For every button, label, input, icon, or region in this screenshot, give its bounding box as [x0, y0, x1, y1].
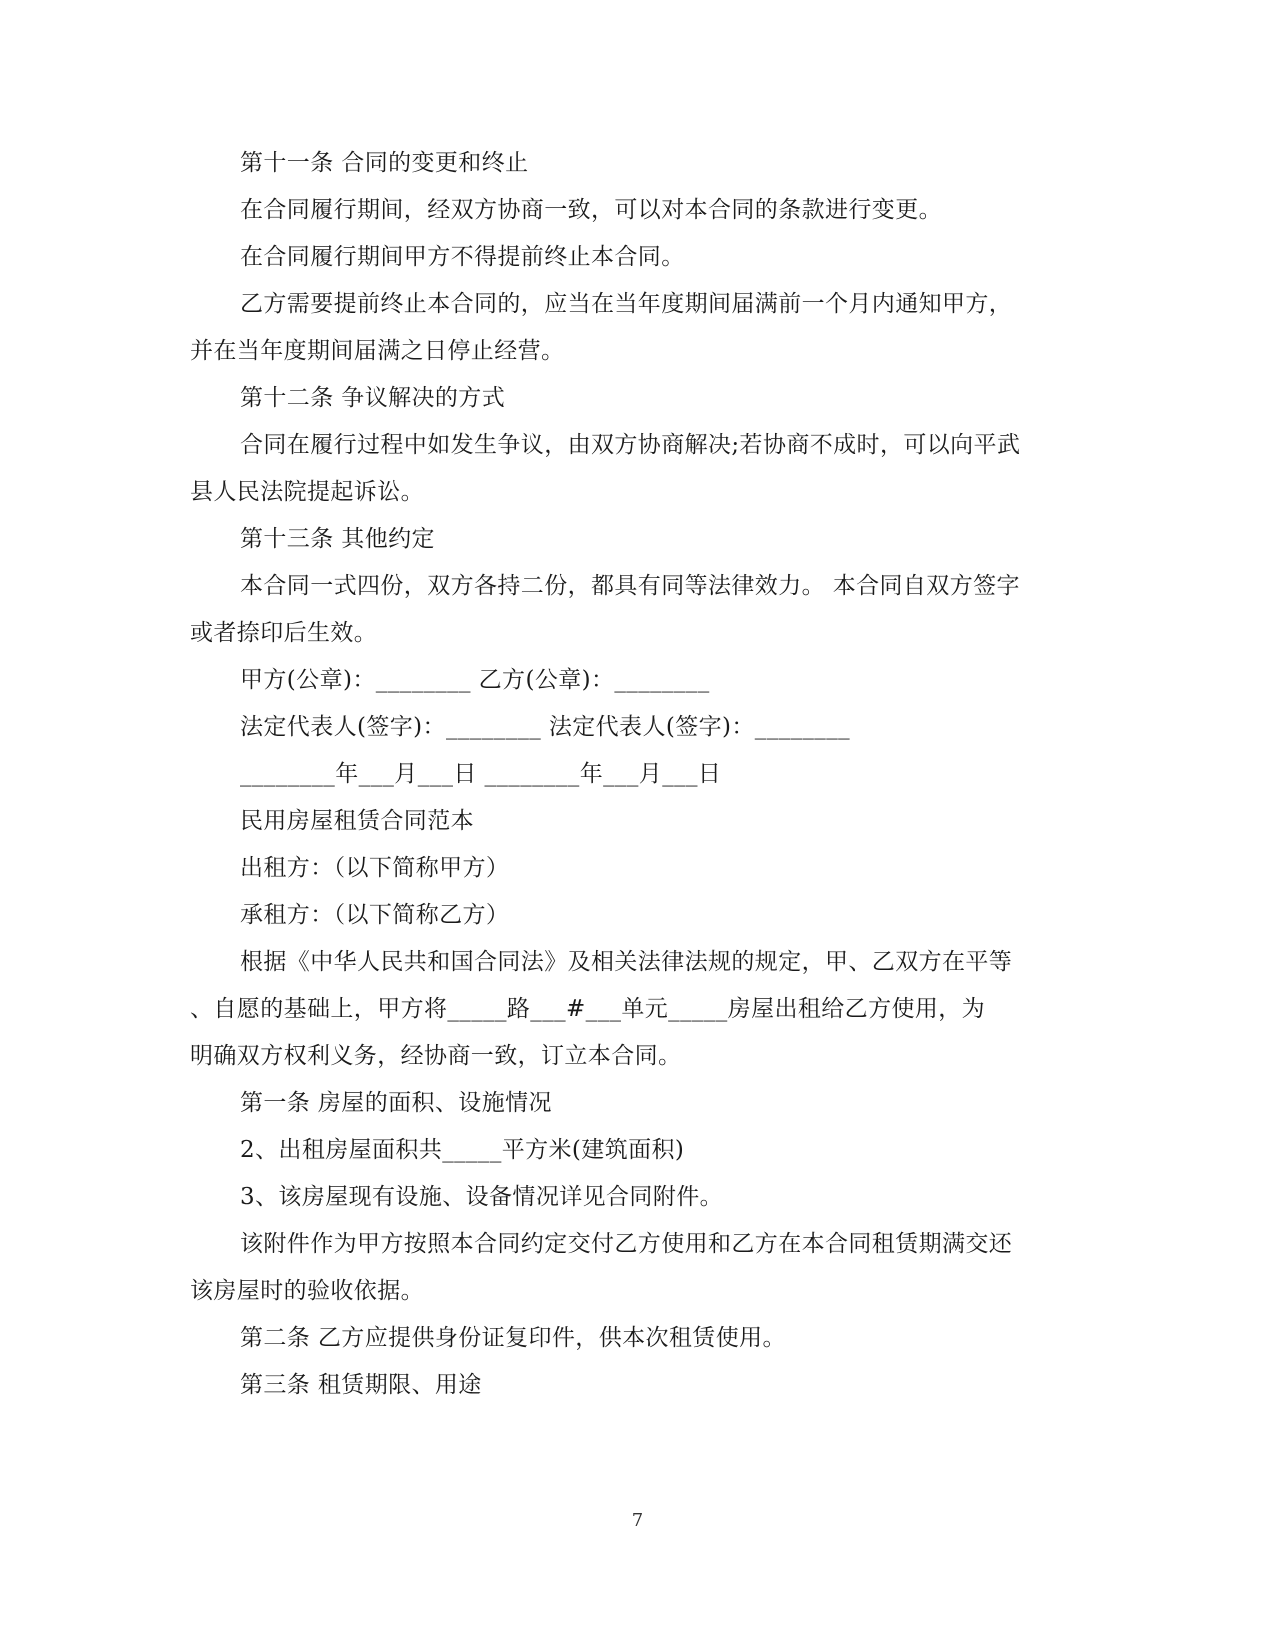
paragraph-continuation: 并在当年度期间届满之日停止经营。 — [190, 338, 565, 364]
paragraph: 乙方需要提前终止本合同的，应当在当年度期间届满前一个月内通知甲方， — [240, 291, 1013, 317]
paragraph: 该附件作为甲方按照本合同约定交付乙方使用和乙方在本合同租赁期满交还 — [240, 1231, 1013, 1257]
article-2-heading: 第二条 乙方应提供身份证复印件，供本次租赁使用。 — [240, 1325, 786, 1351]
seal-signature-line: 甲方(公章)：________ 乙方(公章)：________ — [240, 667, 710, 693]
paragraph-continuation: 县人民法院提起诉讼。 — [190, 479, 424, 505]
paragraph: 合同在履行过程中如发生争议，由双方协商解决;若协商不成时，可以向平武 — [240, 432, 1021, 458]
article-13-heading: 第十三条 其他约定 — [240, 526, 435, 552]
paragraph-continuation: 或者捺印后生效。 — [190, 620, 378, 646]
representative-signature-line: 法定代表人(签字)：________ 法定代表人(签字)：________ — [240, 714, 851, 740]
paragraph-continuation: 该房屋时的验收依据。 — [190, 1278, 424, 1304]
lessor-line: 出租方：（以下简称甲方） — [240, 855, 510, 881]
article-3-heading: 第三条 租赁期限、用途 — [240, 1372, 482, 1398]
list-item: 2、出租房屋面积共_____平方米(建筑面积) — [240, 1137, 685, 1163]
article-11-heading: 第十一条 合同的变更和终止 — [240, 150, 529, 176]
paragraph-continuation: 、自愿的基础上，甲方将_____路___#___单元_____房屋出租给乙方使用，为 — [190, 996, 986, 1022]
date-line: ________年___月___日 ________年___月___日 — [240, 761, 722, 787]
paragraph-continuation: 明确双方权利义务，经协商一致，订立本合同。 — [190, 1043, 682, 1069]
lessee-line: 承租方：（以下简称乙方） — [240, 902, 510, 928]
list-item: 3、该房屋现有设施、设备情况详见合同附件。 — [240, 1184, 724, 1210]
article-12-heading: 第十二条 争议解决的方式 — [240, 385, 506, 411]
paragraph: 在合同履行期间甲方不得提前终止本合同。 — [240, 244, 685, 270]
paragraph: 在合同履行期间，经双方协商一致，可以对本合同的条款进行变更。 — [240, 197, 942, 223]
paragraph: 根据《中华人民共和国合同法》及相关法律法规的规定，甲、乙双方在平等 — [240, 949, 1013, 975]
page-number: 7 — [631, 1510, 644, 1531]
contract-title: 民用房屋租赁合同范本 — [240, 808, 474, 834]
article-1-heading: 第一条 房屋的面积、设施情况 — [240, 1090, 552, 1116]
paragraph: 本合同一式四份，双方各持二份，都具有同等法律效力。 本合同自双方签字 — [240, 573, 1020, 599]
